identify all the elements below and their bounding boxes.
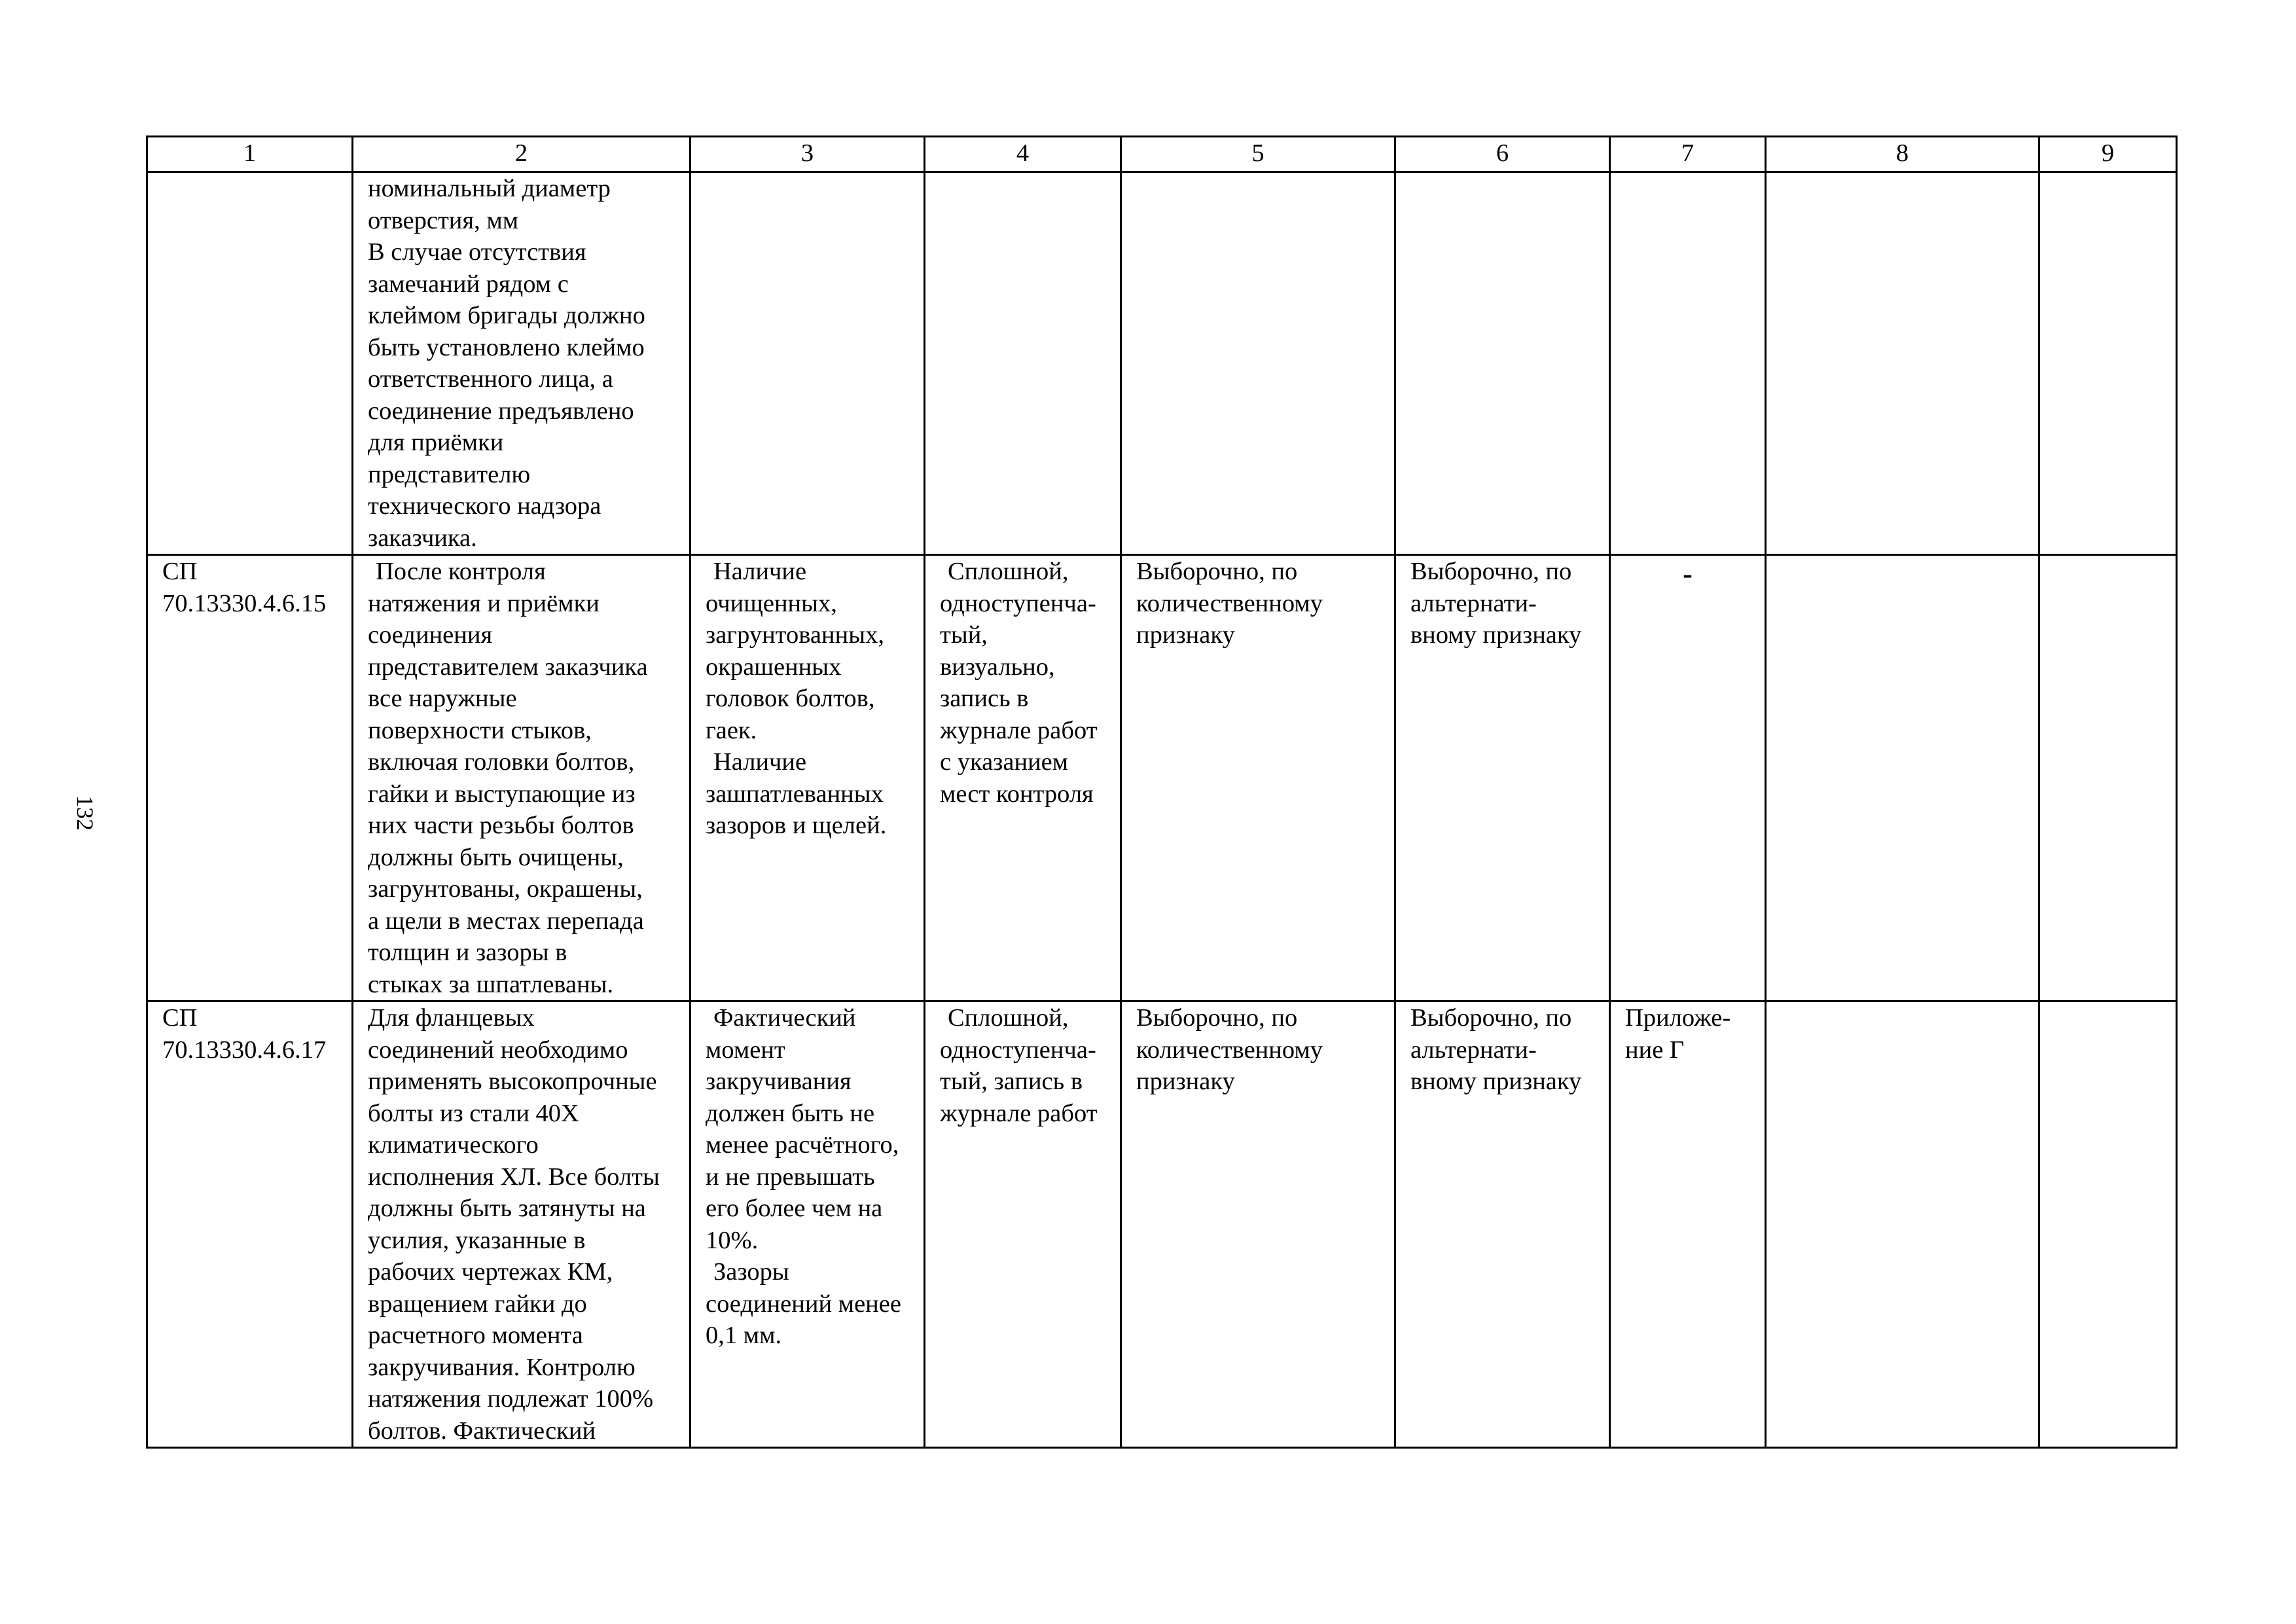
cell-requirement bbox=[353, 172, 691, 555]
column-number: 3 bbox=[691, 137, 925, 172]
text-line: очищенных, bbox=[706, 589, 837, 617]
text-line: должны быть затянуты на bbox=[368, 1195, 646, 1222]
cell-sampling bbox=[1121, 172, 1395, 555]
text-line: климатического bbox=[368, 1131, 539, 1159]
text-line: загрунтованы, окрашены, bbox=[368, 875, 643, 903]
text-line: СП bbox=[162, 558, 198, 585]
text-line: ние Г bbox=[1625, 1036, 1685, 1064]
text-line: представителем заказчика bbox=[368, 653, 648, 681]
text-line: Выборочно, по bbox=[1136, 558, 1298, 585]
text-line: Для фланцевых bbox=[368, 1004, 535, 1032]
text-line: быть установлено клеймо bbox=[368, 333, 645, 361]
text-line: поверхности стыков, bbox=[368, 716, 592, 744]
cell-empty bbox=[2039, 172, 2177, 555]
cell-acceptance bbox=[1395, 555, 1610, 1001]
text-line: головок болтов, bbox=[706, 685, 875, 712]
column-number: 8 bbox=[1766, 137, 2039, 172]
text-line: альтернати- bbox=[1410, 1036, 1537, 1064]
table-row bbox=[147, 1001, 2177, 1448]
text-line: вному признаку bbox=[1410, 1068, 1582, 1095]
text-line: визуально, bbox=[940, 653, 1055, 681]
text-line: применять высокопрочные bbox=[368, 1068, 657, 1095]
page-number-text: 132 bbox=[72, 795, 98, 831]
text-line: В случае отсутствия bbox=[368, 238, 586, 266]
column-number: 2 bbox=[353, 137, 691, 172]
text-line: а щели в местах перепада bbox=[368, 907, 644, 935]
text-line: все наружные bbox=[368, 685, 517, 712]
text-line: менее расчётного, bbox=[706, 1131, 899, 1159]
text-line: Зазоры bbox=[713, 1258, 789, 1286]
text-line: отверстия, мм bbox=[368, 206, 519, 234]
text-line: технического надзора bbox=[368, 492, 601, 520]
text-line: Приложе- bbox=[1625, 1004, 1731, 1032]
text-line: соединений менее bbox=[706, 1290, 901, 1318]
text-line: журнале работ bbox=[940, 716, 1098, 744]
column-number: 7 bbox=[1610, 137, 1766, 172]
text-line: заказчика. bbox=[368, 524, 477, 552]
cell-reference bbox=[147, 555, 353, 1001]
text-line: мест контроля bbox=[940, 780, 1094, 808]
cell-acceptance bbox=[1395, 172, 1610, 555]
column-number-row bbox=[147, 137, 2177, 172]
column-number: 6 bbox=[1395, 137, 1610, 172]
text-line: Наличие bbox=[713, 558, 807, 585]
text-line: момент bbox=[706, 1036, 785, 1064]
text-line: рабочих чертежах КМ, bbox=[368, 1258, 613, 1286]
cell-appendix bbox=[1610, 172, 1766, 555]
text-line: Фактический bbox=[713, 1004, 856, 1032]
text-line: Наличие bbox=[713, 748, 807, 776]
cell-control-method bbox=[925, 555, 1121, 1001]
text-line: одноступенча- bbox=[940, 1036, 1096, 1064]
text-line: зазоров и щелей. bbox=[706, 812, 887, 839]
text-line: признаку bbox=[1136, 621, 1235, 649]
text-line: для приёмки bbox=[368, 429, 504, 456]
table-row bbox=[147, 172, 2177, 555]
text-line: 0,1 мм. bbox=[706, 1322, 782, 1349]
text-line: ответственного лица, а bbox=[368, 365, 613, 393]
cell-sampling bbox=[1121, 1001, 1395, 1448]
text-line: расчетного момента bbox=[368, 1322, 583, 1349]
text-line: 70.13330.4.6.17 bbox=[162, 1036, 327, 1064]
cell-empty bbox=[2039, 555, 2177, 1001]
text-line: соединения bbox=[368, 621, 493, 649]
text-line: зашпатлеванных bbox=[706, 780, 884, 808]
cell-criteria bbox=[691, 172, 925, 555]
cell-requirement bbox=[353, 555, 691, 1001]
text-line: представителю bbox=[368, 460, 531, 488]
text-line: одноступенча- bbox=[940, 589, 1096, 617]
text-line: вному признаку bbox=[1410, 621, 1582, 649]
text-line: натяжения подлежат 100% bbox=[368, 1385, 654, 1413]
cell-reference bbox=[147, 172, 353, 555]
text-line: СП bbox=[162, 1004, 198, 1032]
text-line: натяжения и приёмки bbox=[368, 589, 600, 617]
text-line: должны быть очищены, bbox=[368, 843, 624, 871]
text-line: Выборочно, по bbox=[1410, 1004, 1572, 1032]
text-line: толщин и зазоры в bbox=[368, 939, 567, 966]
cell-criteria bbox=[691, 1001, 925, 1448]
text-line: загрунтованных, bbox=[706, 621, 884, 649]
text-line: болты из стали 40Х bbox=[368, 1099, 579, 1127]
dash-mark: - bbox=[1683, 558, 1693, 590]
column-number: 9 bbox=[2039, 137, 2177, 172]
text-line: гайки и выступающие из bbox=[368, 780, 636, 808]
text-line: клеймом бригады должно bbox=[368, 302, 645, 329]
cell-appendix bbox=[1610, 1001, 1766, 1448]
cell-empty bbox=[2039, 1001, 2177, 1448]
table-row bbox=[147, 555, 2177, 1001]
text-line: После контроля bbox=[376, 558, 546, 585]
text-line: с указанием bbox=[940, 748, 1069, 776]
cell-reference bbox=[147, 1001, 353, 1448]
text-line: них части резьбы болтов bbox=[368, 812, 634, 839]
text-line: Сплошной, bbox=[948, 1004, 1069, 1032]
text-line: исполнения ХЛ. Все болты bbox=[368, 1163, 660, 1191]
text-line: закручивания bbox=[706, 1068, 852, 1095]
text-line: 70.13330.4.6.15 bbox=[162, 589, 327, 617]
text-line: должен быть не bbox=[706, 1099, 875, 1127]
text-line: его более чем на bbox=[706, 1195, 883, 1222]
text-line: 10%. bbox=[706, 1226, 759, 1254]
text-line: номинальный диаметр bbox=[368, 175, 611, 202]
cell-empty bbox=[1766, 172, 2039, 555]
text-line: стыках за шпатлеваны. bbox=[368, 970, 614, 998]
inspection-table bbox=[146, 135, 2178, 1449]
cell-requirement bbox=[353, 1001, 691, 1448]
cell-control-method bbox=[925, 1001, 1121, 1448]
text-line: вращением гайки до bbox=[368, 1290, 587, 1318]
text-line: и не превышать bbox=[706, 1163, 875, 1191]
column-number: 1 bbox=[147, 137, 353, 172]
cell-acceptance bbox=[1395, 1001, 1610, 1448]
cell-criteria bbox=[691, 555, 925, 1001]
text-line: Выборочно, по bbox=[1136, 1004, 1298, 1032]
cell-empty bbox=[1766, 555, 2039, 1001]
text-line: журнале работ bbox=[940, 1099, 1098, 1127]
text-line: Сплошной, bbox=[948, 558, 1069, 585]
cell-sampling bbox=[1121, 555, 1395, 1001]
text-line: соединений необходимо bbox=[368, 1036, 628, 1064]
text-line: количественному bbox=[1136, 1036, 1323, 1064]
text-line: усилия, указанные в bbox=[368, 1226, 586, 1254]
text-line: тый, bbox=[940, 621, 988, 649]
text-line: количественному bbox=[1136, 589, 1323, 617]
text-line: гаек. bbox=[706, 716, 757, 744]
column-number: 4 bbox=[925, 137, 1121, 172]
text-line: закручивания. Контролю bbox=[368, 1353, 636, 1381]
cell-control-method bbox=[925, 172, 1121, 555]
text-line: окрашенных bbox=[706, 653, 842, 681]
text-line: соединение предъявлено bbox=[368, 397, 634, 425]
text-line: признаку bbox=[1136, 1068, 1235, 1095]
text-line: тый, запись в bbox=[940, 1068, 1083, 1095]
text-line: включая головки болтов, bbox=[368, 748, 635, 776]
text-line: болтов. Фактический bbox=[368, 1416, 596, 1445]
cell-empty bbox=[1766, 1001, 2039, 1448]
text-line: альтернати- bbox=[1410, 589, 1537, 617]
text-line: замечаний рядом с bbox=[368, 270, 569, 298]
text-line: Выборочно, по bbox=[1410, 558, 1572, 585]
text-line: запись в bbox=[940, 685, 1029, 712]
cell-appendix bbox=[1610, 555, 1766, 1001]
column-number: 5 bbox=[1121, 137, 1395, 172]
